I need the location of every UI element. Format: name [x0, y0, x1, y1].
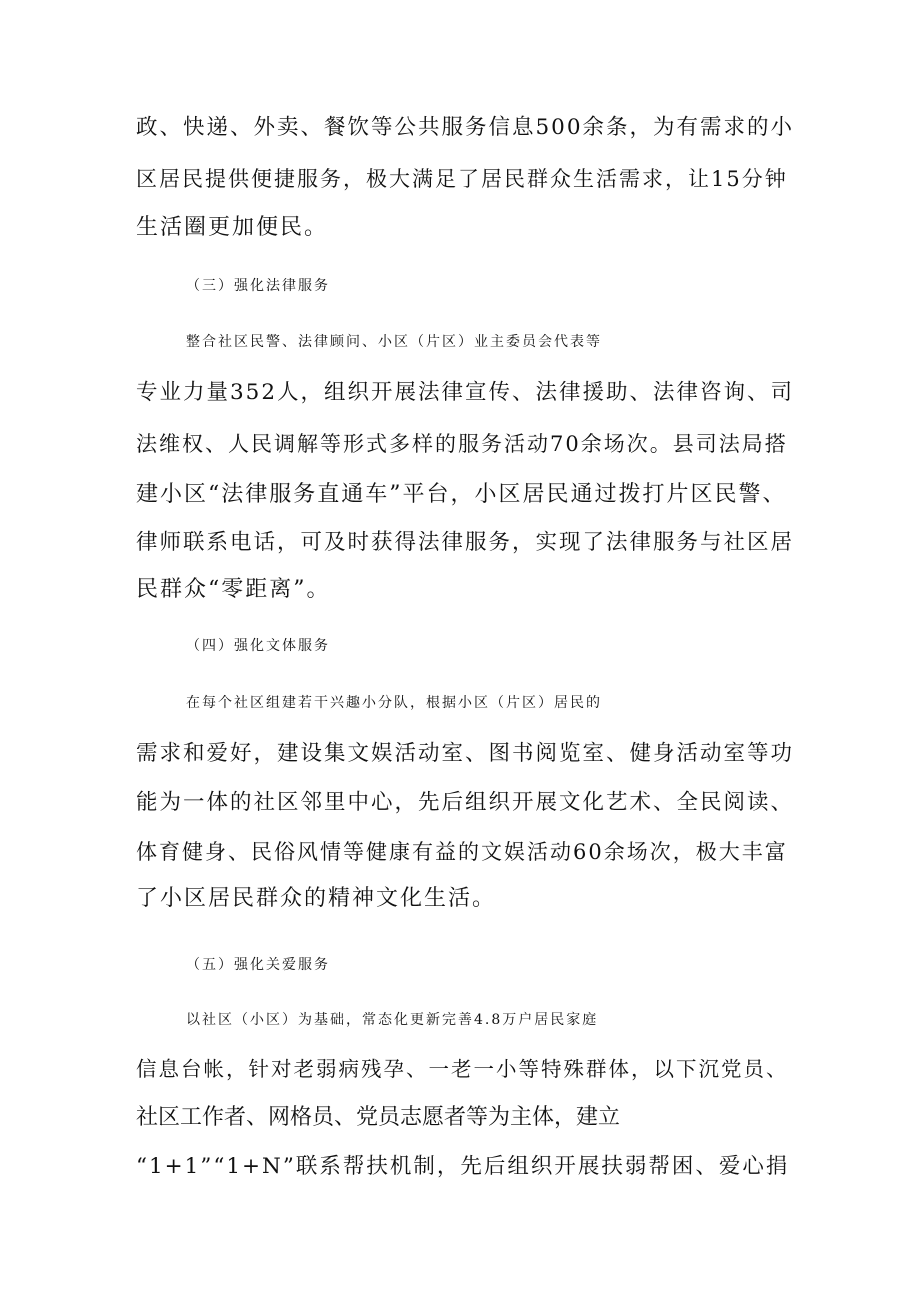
text-line: 了小区居民群众的精神文化生活。: [136, 886, 497, 911]
text-line: 社区工作者、网格员、党员志愿者等为主体，建立: [136, 1105, 621, 1130]
text-line: 整合社区民警、法律顾问、小区（片区）业主委员会代表等: [186, 334, 602, 350]
text-line: 能为一体的社区邻里中心，先后组织开展文化艺术、全民阅读、: [136, 790, 795, 815]
text-line: 在每个社区组建若干兴趣小分队，根据小区（片区）居民的: [186, 695, 602, 711]
text-line: 需求和爱好，建设集文娱活动室、图书阅览室、健身活动室等功: [136, 741, 795, 766]
text-line: 法维权、人民调解等形式多样的服务活动70余场次。县司法局搭: [136, 432, 788, 456]
text-line: 生活圈更加便民。: [136, 215, 329, 240]
text-line: 信息台帐，针对老弱病残孕、一老一小等特殊群体，以下沉党员、: [136, 1057, 789, 1081]
text-line: 体育健身、民俗风情等健康有益的文娱活动60余场次，极大丰富: [136, 840, 788, 864]
text-line: “1+1”“1+N”联系帮扶机制，先后组织开展扶弱帮困、爱心捐: [136, 1154, 790, 1179]
text-line: 建小区“法律服务直通车”平台，小区居民通过拨打片区民警、: [136, 482, 787, 507]
text-line: 以社区（小区）为基础，常态化更新完善4.8万户居民家庭: [186, 1012, 599, 1028]
text-line: 区居民提供便捷服务，极大满足了居民群众生活需求，让15分钟: [136, 167, 788, 191]
section-heading-4: （四）强化文体服务: [186, 638, 330, 654]
text-line: 专业力量352人，组织开展法律宣传、法律援助、法律咨询、司: [136, 380, 795, 405]
text-line: 律师联系电话，可及时获得法律服务，实现了法律服务与社区居: [136, 530, 795, 555]
text-line: 民群众“零距离”。: [136, 577, 331, 602]
section-heading-3: （三）强化法律服务: [186, 278, 330, 294]
text-line: 政、快递、外卖、餐饮等公共服务信息500余条，为有需求的小: [136, 115, 795, 140]
section-heading-5: （五）强化关爱服务: [186, 957, 330, 973]
